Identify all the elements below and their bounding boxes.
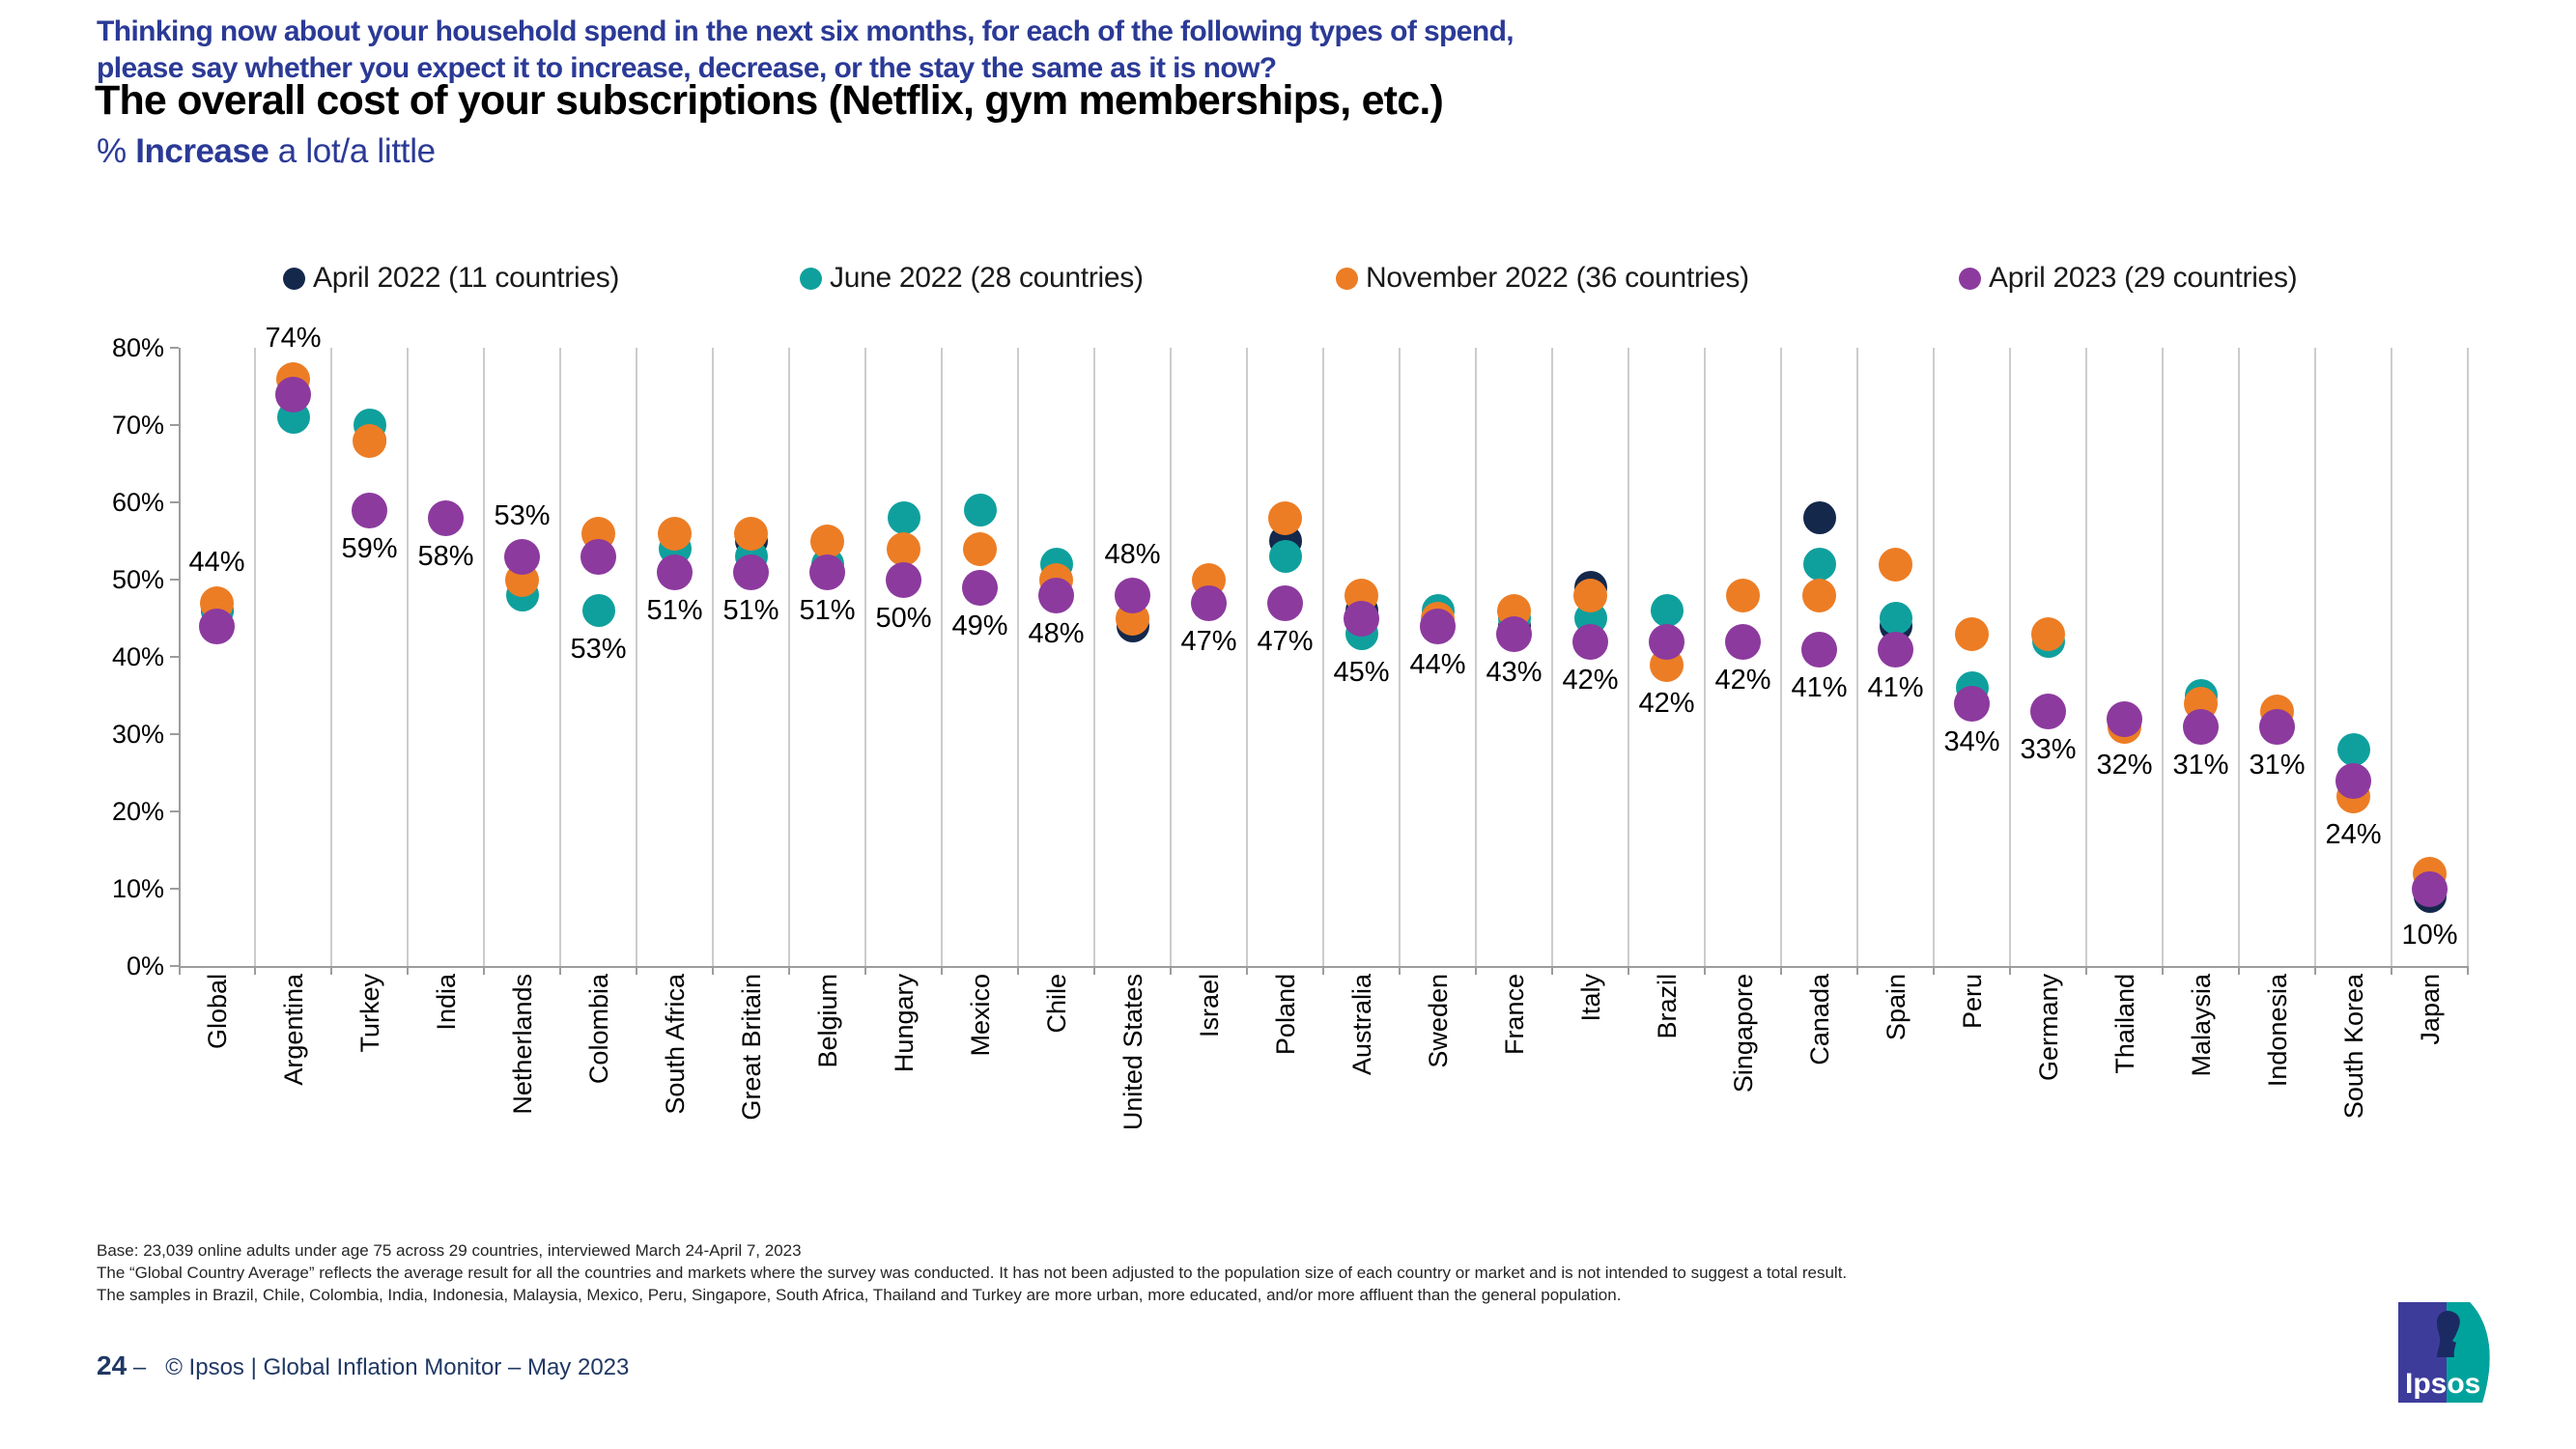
value-label-brazil: 42% — [1638, 688, 1695, 719]
value-label-sweden: 44% — [1409, 649, 1466, 680]
point-apr2023-united-states — [1115, 578, 1150, 613]
y-axis-tick — [170, 347, 179, 349]
value-label-colombia: 53% — [570, 634, 627, 665]
point-apr2023-italy — [1572, 624, 1608, 660]
survey-question-line1: Thinking now about your household spend in the next six months, for each of the following types of spend, — [97, 15, 1514, 47]
value-label-peru: 34% — [1943, 726, 2000, 757]
value-label-belgium: 51% — [799, 595, 856, 626]
gridline — [407, 348, 409, 966]
gridline — [2391, 348, 2392, 966]
gridline — [1093, 348, 1095, 966]
x-axis-label-turkey: Turkey — [354, 974, 384, 1053]
x-axis-label-great-britain: Great Britain — [736, 974, 766, 1121]
value-label-hungary: 50% — [875, 603, 932, 634]
gridline — [2009, 348, 2011, 966]
footer-text: © Ipsos | Global Inflation Monitor – May 2023 — [165, 1354, 630, 1380]
y-axis-tick — [170, 501, 179, 503]
gridline — [712, 348, 714, 966]
value-label-south-africa: 51% — [646, 595, 703, 626]
value-label-singapore: 42% — [1714, 665, 1771, 696]
y-axis-tick — [170, 810, 179, 812]
footer-separator: – — [132, 1354, 147, 1380]
y-axis-tick-label: 80% — [111, 333, 164, 362]
x-axis-label-argentina: Argentina — [278, 974, 308, 1086]
point-apr2023-chile — [1038, 578, 1074, 613]
point-jun2022-south-korea — [2337, 733, 2370, 766]
x-axis-label-italy: Italy — [1575, 974, 1605, 1022]
footnote-base: Base: 23,039 online adults under age 75 across 29 countries, interviewed March 24-April 7, 2023 — [97, 1241, 802, 1260]
value-label-great-britain: 51% — [722, 595, 779, 626]
legend-label-jun2022: June 2022 (28 countries) — [830, 262, 1144, 294]
point-jun2022-poland — [1269, 540, 1302, 573]
gridline — [2467, 348, 2469, 966]
point-jun2022-colombia — [582, 594, 615, 627]
value-label-indonesia: 31% — [2249, 750, 2306, 781]
gridline — [1628, 348, 1629, 966]
x-axis-label-india: India — [431, 974, 461, 1031]
x-axis-label-japan: Japan — [2415, 974, 2445, 1045]
value-label-spain: 41% — [1867, 672, 1924, 703]
value-label-italy: 42% — [1562, 665, 1619, 696]
gridline — [1933, 348, 1935, 966]
y-axis-tick — [170, 733, 179, 735]
legend-dot-jun2022-icon — [800, 268, 822, 290]
value-label-argentina: 74% — [265, 323, 322, 354]
point-jun2022-brazil — [1651, 594, 1684, 627]
legend-label-apr2023: April 2023 (29 countries) — [1989, 262, 2298, 294]
y-axis-tick-label: 0% — [126, 952, 164, 980]
point-apr2023-belgium — [809, 554, 845, 590]
point-nov2022-hungary — [887, 532, 920, 566]
y-axis-tick — [170, 965, 179, 967]
x-axis-label-indonesia: Indonesia — [2262, 974, 2292, 1088]
point-apr2023-malaysia — [2183, 709, 2219, 745]
point-nov2022-spain — [1879, 548, 1912, 582]
x-axis-label-spain: Spain — [1881, 974, 1911, 1041]
point-apr2023-spain — [1878, 632, 1913, 668]
x-axis-label-south-korea: South Korea — [2338, 974, 2368, 1120]
x-axis-label-australia: Australia — [1346, 974, 1376, 1076]
point-nov2022-mexico — [963, 532, 997, 566]
point-apr2023-great-britain — [733, 554, 769, 590]
value-label-united-states: 48% — [1104, 539, 1161, 570]
page-title: The overall cost of your subscriptions (Netflix, gym memberships, etc.) — [95, 77, 1443, 124]
gridline — [2314, 348, 2316, 966]
point-apr2023-hungary — [886, 562, 921, 598]
x-axis-label-poland: Poland — [1270, 974, 1300, 1056]
point-nov2022-peru — [1955, 617, 1989, 651]
y-axis-tick-label: 20% — [111, 797, 164, 826]
value-label-malaysia: 31% — [2172, 750, 2229, 781]
legend-item-nov2022 — [1336, 262, 1749, 295]
gridline — [1856, 348, 1858, 966]
point-apr2023-singapore — [1725, 624, 1761, 660]
svg-text:Ipsos: Ipsos — [2405, 1368, 2481, 1400]
y-axis-tick-label: 70% — [111, 411, 164, 440]
ipsos-logo — [2398, 1302, 2495, 1407]
x-axis-label-sweden: Sweden — [1423, 974, 1453, 1068]
point-apr2023-japan — [2412, 871, 2448, 907]
y-axis-line — [179, 348, 181, 975]
point-apr2023-india — [428, 500, 464, 536]
point-apr2023-south-africa — [657, 554, 693, 590]
value-label-japan: 10% — [2401, 920, 2458, 951]
value-label-australia: 45% — [1333, 657, 1390, 688]
point-nov2022-germany — [2031, 617, 2065, 651]
gridline — [254, 348, 256, 966]
point-jun2022-hungary — [888, 501, 920, 534]
page-footer — [97, 1350, 629, 1381]
y-axis-tick-label: 10% — [111, 874, 164, 903]
point-nov2022-great-britain — [734, 517, 768, 551]
x-axis-label-belgium: Belgium — [812, 974, 842, 1068]
y-axis-tick-label: 60% — [111, 488, 164, 517]
x-axis-label-singapore: Singapore — [1728, 974, 1758, 1094]
x-axis-label-france: France — [1499, 974, 1529, 1056]
point-apr2023-netherlands — [504, 539, 540, 575]
point-apr2023-turkey — [352, 493, 387, 528]
legend-item-apr2022 — [283, 262, 619, 295]
point-apr2022-canada — [1803, 501, 1836, 534]
point-nov2022-poland — [1268, 501, 1302, 535]
metric-subtitle — [97, 132, 436, 171]
point-apr2023-poland — [1267, 585, 1303, 621]
value-label-france: 43% — [1486, 657, 1543, 688]
point-apr2023-france — [1496, 616, 1532, 652]
metric-rest: a lot/a little — [269, 132, 436, 170]
y-axis-tick-label: 30% — [111, 720, 164, 749]
value-label-mexico: 49% — [951, 611, 1008, 641]
point-apr2023-global — [199, 609, 235, 644]
gridline — [2238, 348, 2240, 966]
value-label-poland: 47% — [1257, 626, 1314, 657]
footnotes — [97, 1239, 1847, 1306]
x-axis-line — [179, 966, 2468, 968]
point-apr2023-germany — [2030, 694, 2066, 729]
legend-label-nov2022: November 2022 (36 countries) — [1366, 262, 1749, 294]
gridline — [941, 348, 943, 966]
x-axis-label-united-states: United States — [1118, 974, 1147, 1131]
point-nov2022-belgium — [810, 525, 844, 558]
legend-dot-apr2022-icon — [283, 268, 305, 290]
x-axis-label-netherlands: Netherlands — [507, 974, 537, 1115]
x-axis-label-malaysia: Malaysia — [2186, 974, 2216, 1077]
point-apr2023-south-korea — [2335, 763, 2371, 799]
x-axis-label-chile: Chile — [1041, 974, 1071, 1034]
value-label-global: 44% — [188, 547, 245, 578]
point-apr2023-sweden — [1420, 609, 1456, 644]
x-axis-label-colombia: Colombia — [583, 974, 613, 1085]
point-apr2023-brazil — [1649, 624, 1684, 660]
page-number: 24 — [97, 1350, 127, 1380]
value-label-israel: 47% — [1180, 626, 1237, 657]
footnote-samples: The samples in Brazil, Chile, Colombia, India, Indonesia, Malaysia, Mexico, Peru, Singapore, South Africa, Thailand and Turkey are more urban, more educated, and/or more affluent than the general population. — [97, 1286, 1622, 1304]
point-jun2022-spain — [1880, 602, 1912, 635]
gridline — [1780, 348, 1782, 966]
legend-item-jun2022 — [800, 262, 1144, 295]
x-axis-label-hungary: Hungary — [889, 974, 919, 1073]
legend-label-apr2022: April 2022 (11 countries) — [313, 262, 620, 294]
y-axis-tick — [170, 888, 179, 890]
legend-dot-nov2022-icon — [1336, 268, 1358, 290]
footnote-global-average: The “Global Country Average” reflects the average result for all the countries and markets where the survey was conducted. It has not been adjusted to the population size of each country or market and is not intended to suggest a total result. — [97, 1264, 1848, 1282]
value-label-thailand: 32% — [2096, 750, 2153, 781]
point-nov2022-singapore — [1726, 579, 1760, 612]
x-axis-label-canada: Canada — [1804, 974, 1834, 1065]
survey-question — [97, 14, 1514, 87]
value-label-india: 58% — [417, 541, 474, 572]
gridline — [2162, 348, 2164, 966]
point-apr2023-argentina — [275, 377, 311, 412]
value-label-chile: 48% — [1028, 618, 1085, 649]
point-apr2023-australia — [1344, 601, 1379, 637]
gridline — [483, 348, 485, 966]
point-jun2022-mexico — [964, 494, 997, 526]
value-label-germany: 33% — [2020, 734, 2077, 765]
x-axis-label-mexico: Mexico — [965, 974, 995, 1057]
gridline — [1704, 348, 1706, 966]
gridline — [330, 348, 332, 966]
point-nov2022-turkey — [353, 424, 386, 458]
point-apr2023-indonesia — [2259, 709, 2295, 745]
survey-question-line2: please say whether you expect it to increase, decrease, or the stay the same as it is now? — [97, 52, 1277, 84]
x-axis-label-thailand: Thailand — [2109, 974, 2139, 1074]
point-nov2022-italy — [1573, 579, 1607, 612]
gridline — [788, 348, 790, 966]
point-nov2022-south-africa — [658, 517, 692, 551]
point-apr2023-peru — [1954, 686, 1990, 722]
value-label-south-korea: 24% — [2325, 819, 2382, 850]
gridline — [2085, 348, 2087, 966]
legend-item-apr2023 — [1959, 262, 2297, 295]
metric-bold: Increase — [135, 132, 269, 170]
x-axis-label-global: Global — [202, 974, 232, 1050]
point-apr2023-thailand — [2107, 701, 2142, 737]
x-axis-label-israel: Israel — [1194, 974, 1224, 1038]
point-apr2023-canada — [1801, 632, 1837, 668]
x-axis-label-brazil: Brazil — [1652, 974, 1682, 1039]
x-axis-label-germany: Germany — [2033, 974, 2063, 1082]
point-apr2023-mexico — [962, 570, 998, 606]
ipsos-logo-icon — [2398, 1302, 2495, 1403]
y-axis-tick — [170, 656, 179, 658]
y-axis-tick-label: 50% — [111, 565, 164, 594]
point-apr2023-israel — [1191, 585, 1227, 621]
legend-dot-apr2023-icon — [1959, 268, 1981, 290]
value-label-turkey: 59% — [341, 533, 398, 564]
point-apr2023-colombia — [580, 539, 616, 575]
x-axis-label-peru: Peru — [1957, 974, 1987, 1030]
y-axis-tick-label: 40% — [111, 642, 164, 671]
value-label-canada: 41% — [1791, 672, 1848, 703]
metric-prefix: % — [97, 132, 136, 170]
point-nov2022-canada — [1802, 579, 1836, 612]
value-label-netherlands: 53% — [494, 500, 551, 531]
gridline — [1017, 348, 1019, 966]
y-axis-tick — [170, 424, 179, 426]
gridline — [864, 348, 866, 966]
x-axis-label-south-africa: South Africa — [660, 974, 690, 1115]
y-axis-tick — [170, 579, 179, 581]
point-jun2022-canada — [1803, 548, 1836, 581]
